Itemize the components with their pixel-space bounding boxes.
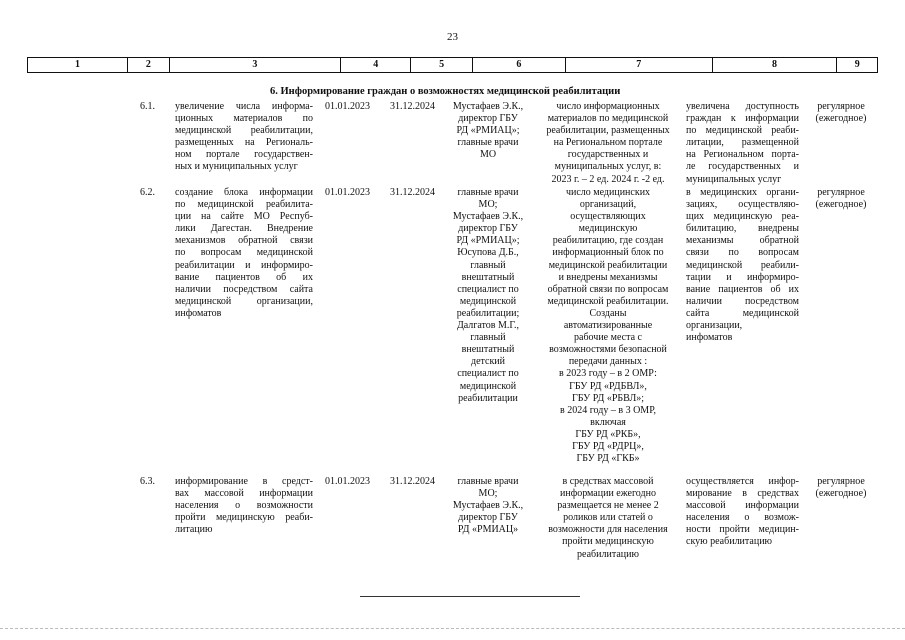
row-2-result-line: организации, [686, 320, 743, 332]
row-3-responsible-line: Мустафаев Э.К., [452, 500, 524, 512]
row-2-result-line: щих медицинскую реа- [686, 211, 799, 223]
row-2-indicator-line: число медицинских [565, 187, 651, 198]
row-2-responsible-line: медицинской [459, 380, 517, 392]
row-1-periodicity-line: (ежегодное) [815, 113, 867, 125]
row-2-indicator-line: и внедрены механизмы [558, 271, 658, 283]
row-2-result-line: наличии посредством [686, 295, 799, 307]
header-col-7: 7 [566, 58, 713, 72]
row-2-result-line: вание пациентов об их [686, 283, 799, 295]
row-1-indicator-line: материалов по медицинской [547, 113, 669, 125]
row-3-result-line: населения о возмож- [686, 512, 799, 524]
table-header [27, 57, 878, 73]
row-3-activity-line: информирование в средст- [175, 476, 313, 487]
row-3-start-date: 01.01.2023 [325, 476, 370, 487]
header-col-3: 3 [170, 58, 341, 72]
row-2-indicator-line: ГБУ РД «РКБ», [575, 428, 641, 440]
row-1-result-line: граждан к информации [686, 113, 799, 125]
row-3-end-date: 31.12.2024 [390, 476, 435, 487]
row-2-indicator-line: Созданы [589, 307, 627, 319]
row-3-activity-line: вах массовой информации [175, 488, 313, 500]
row-3-result-line: массовой информации [686, 500, 799, 512]
row-2-result-line: тации и информиро- [686, 271, 799, 283]
row-2-responsible-line: главный [470, 259, 506, 271]
row-1-indicator-line: 2023 г. – 2 ед. 2024 г. -2 ед. [551, 173, 665, 185]
row-2-result-line: в медицинских органи- [686, 187, 799, 198]
row-3-indicator-line: пройти медицинскую [562, 536, 654, 548]
row-3-result [686, 476, 799, 549]
row-2-indicator-line: реабилитацию, где создан [552, 235, 664, 247]
row-3-indicator-line: реабилитацию [577, 548, 639, 560]
row-2-responsible-line: РД «РМИАЦ»; [456, 235, 520, 247]
row-1-result-line: увеличена доступность [686, 101, 799, 112]
row-1-start-date: 01.01.2023 [325, 101, 370, 112]
row-2-number: 6.2. [140, 187, 155, 198]
row-1-indicator [538, 101, 678, 186]
row-2-end-date: 31.12.2024 [390, 187, 435, 198]
row-2-responsible-line: специалист по [457, 283, 519, 295]
row-2-responsible-line: Юсупова Д.Б., [457, 247, 519, 259]
row-2-result-line: сайта медицинской [686, 307, 799, 319]
row-1-activity-line: увеличение числа информа- [175, 101, 313, 112]
row-2-indicator-line: медицинской реабилитации. [547, 295, 669, 307]
row-3-result-line: скую реабилитацию [686, 536, 773, 548]
row-3-indicator [538, 476, 678, 561]
page-number: 23 [447, 31, 458, 43]
row-3-responsible-line: МО; [478, 488, 498, 500]
row-2-activity-line: вание пациентов об их [175, 271, 313, 283]
row-2-indicator-line: включая [590, 416, 626, 428]
row-3-activity-line: пройти медицинскую реаби- [175, 512, 313, 524]
row-2-responsible-line: реабилитации [458, 392, 518, 404]
row-2-result-line: медицинской реабили- [686, 259, 799, 271]
row-1-activity-line: размещенных на Региональ- [175, 137, 313, 149]
row-2-responsible-line: детский [470, 356, 506, 368]
row-2-result-line: механизмы обратной [686, 235, 799, 247]
row-2-indicator-line: в 2024 году – в 3 ОМР, [559, 404, 657, 416]
row-2-periodicity [810, 187, 872, 211]
row-3-indicator-line: возможности для населения [548, 524, 668, 536]
row-2-result [686, 187, 799, 344]
row-1-result-line: муниципальных услуг [686, 173, 782, 185]
header-col-4: 4 [341, 58, 411, 72]
row-1-responsible-line: РД «РМИАЦ»; [456, 125, 520, 137]
row-2-indicator-line: обратной связи по вопросам [547, 283, 669, 295]
row-2-start-date: 01.01.2023 [325, 187, 370, 198]
row-1-responsible [447, 101, 529, 161]
row-2-indicator-line: медицинской реабилитации [548, 259, 668, 271]
row-1-result-line: ле государственных и [686, 161, 799, 173]
row-1-indicator-line: на Региональном портале [553, 137, 663, 149]
row-1-indicator-line: государственных и [567, 149, 649, 161]
row-3-indicator-line: в средствах массовой [562, 476, 654, 487]
header-col-5: 5 [411, 58, 472, 72]
row-1-result [686, 101, 799, 186]
row-2-indicator-line: рабочие места с [574, 332, 642, 344]
row-1-activity-line: медицинской реабилитации, [175, 125, 313, 137]
row-1-indicator-line: муниципальных услуг, в: [554, 161, 662, 173]
row-3-responsible-line: главные врачи [457, 476, 519, 487]
header-col-2: 2 [128, 58, 170, 72]
row-1-result-line: по медицинской реаби- [686, 125, 799, 137]
header-col-9: 9 [854, 59, 860, 70]
row-2-result-line: билитацию, внедрены [686, 223, 799, 235]
row-2-indicator-line: организаций, [579, 199, 637, 211]
row-2-indicator-line: ГБУ РД «РДБВЛ», [569, 380, 647, 392]
row-2-responsible-line: МО; [478, 199, 498, 211]
row-2-activity-line: создание блока информации [175, 187, 313, 198]
row-2-indicator-line: ГБУ РД «ГКБ» [576, 453, 640, 465]
row-1-indicator-line: реабилитации, размещенных [546, 125, 670, 137]
row-3-periodicity-line: (ежегодное) [815, 488, 867, 500]
row-1-responsible-line: МО [479, 149, 497, 161]
row-2-activity-line: ции на сайте МО Респуб- [175, 211, 313, 223]
row-3-responsible-line: РД «РМИАЦ» [457, 524, 519, 536]
row-1-number: 6.1. [140, 101, 155, 112]
row-2-activity-line: медицинской организации, [175, 295, 313, 307]
scan-edge-line [0, 628, 905, 629]
row-2-responsible-line: Далгатов М.Г., [456, 320, 520, 332]
row-2-activity-line: механизмов обратной связи [175, 235, 313, 247]
row-3-responsible-line: директор ГБУ [458, 512, 518, 524]
row-2-responsible-line: внештатный [461, 344, 515, 356]
row-2-indicator-line: возможностями безопасной [549, 344, 667, 356]
footer-rule [360, 596, 580, 597]
header-col-6: 6 [473, 58, 566, 72]
row-2-indicator [538, 187, 678, 465]
row-3-result-line: ности пройти медицин- [686, 524, 799, 536]
row-2-activity-line: лики Дагестан. Внедрение [175, 223, 313, 235]
row-2-activity-line: инфоматов [175, 307, 222, 319]
row-3-indicator-line: роликов или статей о [563, 512, 653, 524]
row-3-number: 6.3. [140, 476, 155, 487]
row-2-responsible [447, 187, 529, 405]
row-2-activity-line: реабилитации и информиро- [175, 259, 313, 271]
row-2-responsible-line: специалист по [457, 368, 519, 380]
row-1-responsible-line: директор ГБУ [458, 113, 518, 125]
row-3-indicator-line: информации ежегодно [560, 488, 656, 500]
row-1-responsible-line: главные врачи [457, 137, 519, 149]
row-3-result-line: мирование в средствах [686, 488, 799, 500]
row-2-periodicity-line: регулярное [817, 187, 865, 198]
row-2-indicator-line: медицинскую [578, 223, 638, 235]
row-2-result-line: связи по вопросам [686, 247, 799, 259]
row-2-periodicity-line: (ежегодное) [815, 199, 867, 211]
row-3-result-line: осуществляется инфор- [686, 476, 799, 487]
section-title: 6. Информирование граждан о возможностях медицинской реабилитации [270, 86, 621, 97]
row-2-indicator-line: автоматизированные [563, 320, 653, 332]
row-2-indicator-line: в 2023 году – в 2 ОМР: [559, 368, 657, 380]
row-2-activity [175, 187, 313, 320]
row-1-activity [175, 101, 313, 174]
row-2-responsible-line: медицинской [459, 295, 517, 307]
row-1-end-date: 31.12.2024 [390, 101, 435, 112]
row-1-activity-line: ционных материалов по [175, 113, 313, 125]
row-2-responsible-line: Мустафаев Э.К., [452, 211, 524, 223]
row-1-responsible-line: Мустафаев Э.К., [452, 101, 524, 112]
row-2-responsible-line: реабилитации; [456, 307, 520, 319]
row-1-activity-line: ном портале государствен- [175, 149, 313, 161]
row-2-indicator-line: передачи данных : [568, 356, 648, 368]
row-3-activity-line: литацию [175, 524, 213, 536]
row-2-responsible-line: главный [470, 332, 506, 344]
row-1-result-line: на Региональном порта- [686, 149, 799, 161]
row-1-indicator-line: число информационных [556, 101, 660, 112]
row-1-periodicity-line: регулярное [817, 101, 865, 112]
row-2-responsible-line: директор ГБУ [458, 223, 518, 235]
row-3-indicator-line: размещается не менее 2 [557, 500, 659, 512]
row-2-indicator-line: ГБУ РД «РБВЛ»; [571, 392, 645, 404]
row-3-responsible [447, 476, 529, 536]
header-col-1: 1 [28, 58, 128, 72]
row-3-periodicity [810, 476, 872, 500]
row-2-activity-line: по медицинской реабилита- [175, 199, 313, 211]
row-3-activity-line: населения о возможности [175, 500, 313, 512]
header-col-8: 8 [713, 58, 838, 72]
row-2-activity-line: по вопросам медицинской [175, 247, 313, 259]
row-1-periodicity [810, 101, 872, 125]
row-2-result-line: зациях, осуществляю- [686, 199, 799, 211]
row-2-result-line: инфоматов [686, 332, 733, 344]
row-2-indicator-line: информационный блок по [552, 247, 664, 259]
row-1-result-line: литации, размещенной [686, 137, 799, 149]
row-3-activity [175, 476, 313, 536]
row-3-periodicity-line: регулярное [817, 476, 865, 487]
row-2-responsible-line: внештатный [461, 271, 515, 283]
row-2-activity-line: наличии посредством сайта [175, 283, 313, 295]
row-2-indicator-line: ГБУ РД «РДРЦ», [572, 440, 644, 452]
row-1-activity-line: ных и муниципальных услуг [175, 161, 298, 173]
row-2-responsible-line: главные врачи [457, 187, 519, 198]
row-2-indicator-line: осуществляющих [570, 211, 646, 223]
